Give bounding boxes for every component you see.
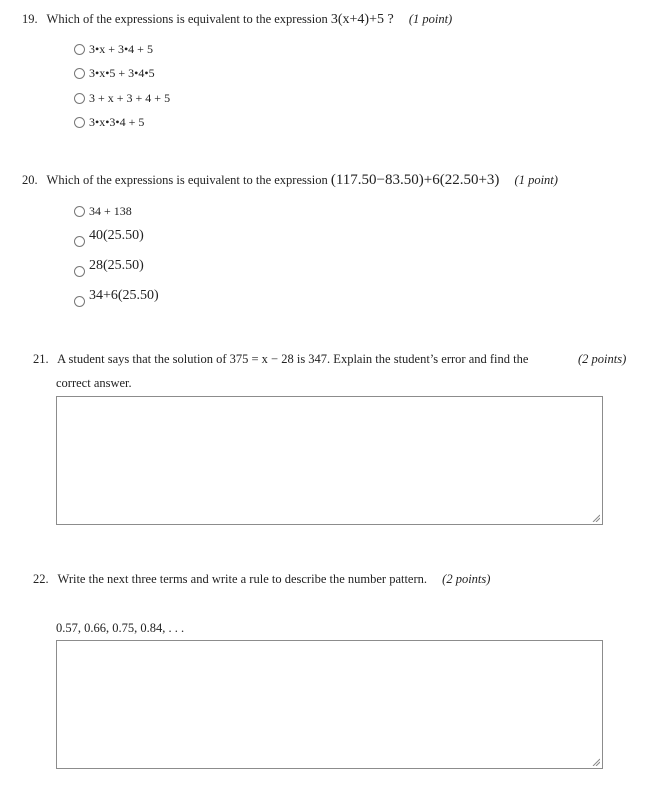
question-expression: (117.50−83.50)+6(22.50+3) xyxy=(330,172,500,188)
radio-button[interactable] xyxy=(74,206,85,217)
radio-button[interactable] xyxy=(74,93,85,104)
question-number: 20. xyxy=(22,173,38,187)
question-20-header xyxy=(22,172,558,189)
question-22-header xyxy=(33,572,490,587)
question-points: (1 point) xyxy=(514,173,558,187)
option-label: 34+6(25.50) xyxy=(89,288,159,303)
question-number: 22. xyxy=(33,572,49,586)
q20-option-3[interactable] xyxy=(74,258,144,274)
question-prompt: Which of the expressions is equivalent to the expression xyxy=(46,12,328,26)
radio-button[interactable] xyxy=(74,44,85,55)
resize-handle-icon[interactable] xyxy=(592,514,600,522)
q19-option-1[interactable] xyxy=(74,42,153,57)
question-prompt: Write the next three terms and write a rule to describe the number pattern. xyxy=(57,572,428,586)
number-sequence: 0.57, 0.66, 0.75, 0.84, . . . xyxy=(56,621,185,635)
q19-option-3[interactable] xyxy=(74,91,170,106)
q19-option-2[interactable] xyxy=(74,66,155,81)
option-label: 34 + 138 xyxy=(89,204,132,218)
q20-option-1[interactable] xyxy=(74,204,132,219)
question-prompt-continued: correct answer. xyxy=(56,376,132,390)
question-number: 19. xyxy=(22,12,38,26)
radio-button[interactable] xyxy=(74,266,85,277)
q22-answer-textarea[interactable] xyxy=(56,640,603,769)
option-label: 3 + x + 3 + 4 + 5 xyxy=(89,91,171,105)
question-expression: 3(x+4)+5 ? xyxy=(330,12,394,27)
q21-answer-textarea[interactable] xyxy=(56,396,603,525)
question-number: 21. xyxy=(33,352,49,366)
q19-option-4[interactable] xyxy=(74,115,144,130)
radio-button[interactable] xyxy=(74,117,85,128)
option-label: 3•x•3•4 + 5 xyxy=(89,115,145,129)
q20-option-4[interactable] xyxy=(74,288,159,304)
question-prompt: Which of the expressions is equivalent to the expression xyxy=(46,173,328,187)
radio-button[interactable] xyxy=(74,68,85,79)
option-label: 3•x + 3•4 + 5 xyxy=(89,42,153,56)
resize-handle-icon[interactable] xyxy=(592,758,600,766)
radio-button[interactable] xyxy=(74,296,85,307)
question-points: (1 point) xyxy=(408,12,453,26)
question-points-text: (2 points) xyxy=(578,352,627,366)
question-points xyxy=(578,352,626,367)
question-21-header xyxy=(33,352,528,367)
radio-button[interactable] xyxy=(74,236,85,247)
question-prompt: A student says that the solution of 375 = x − 28 is 347. Explain the student’s error and find the xyxy=(57,352,529,366)
question-19-header xyxy=(22,12,452,28)
q20-option-2[interactable] xyxy=(74,228,144,244)
question-points: (2 points) xyxy=(442,572,491,586)
option-label: 40(25.50) xyxy=(89,228,144,243)
option-label: 28(25.50) xyxy=(89,258,144,273)
option-label: 3•x•5 + 3•4•5 xyxy=(89,66,155,80)
